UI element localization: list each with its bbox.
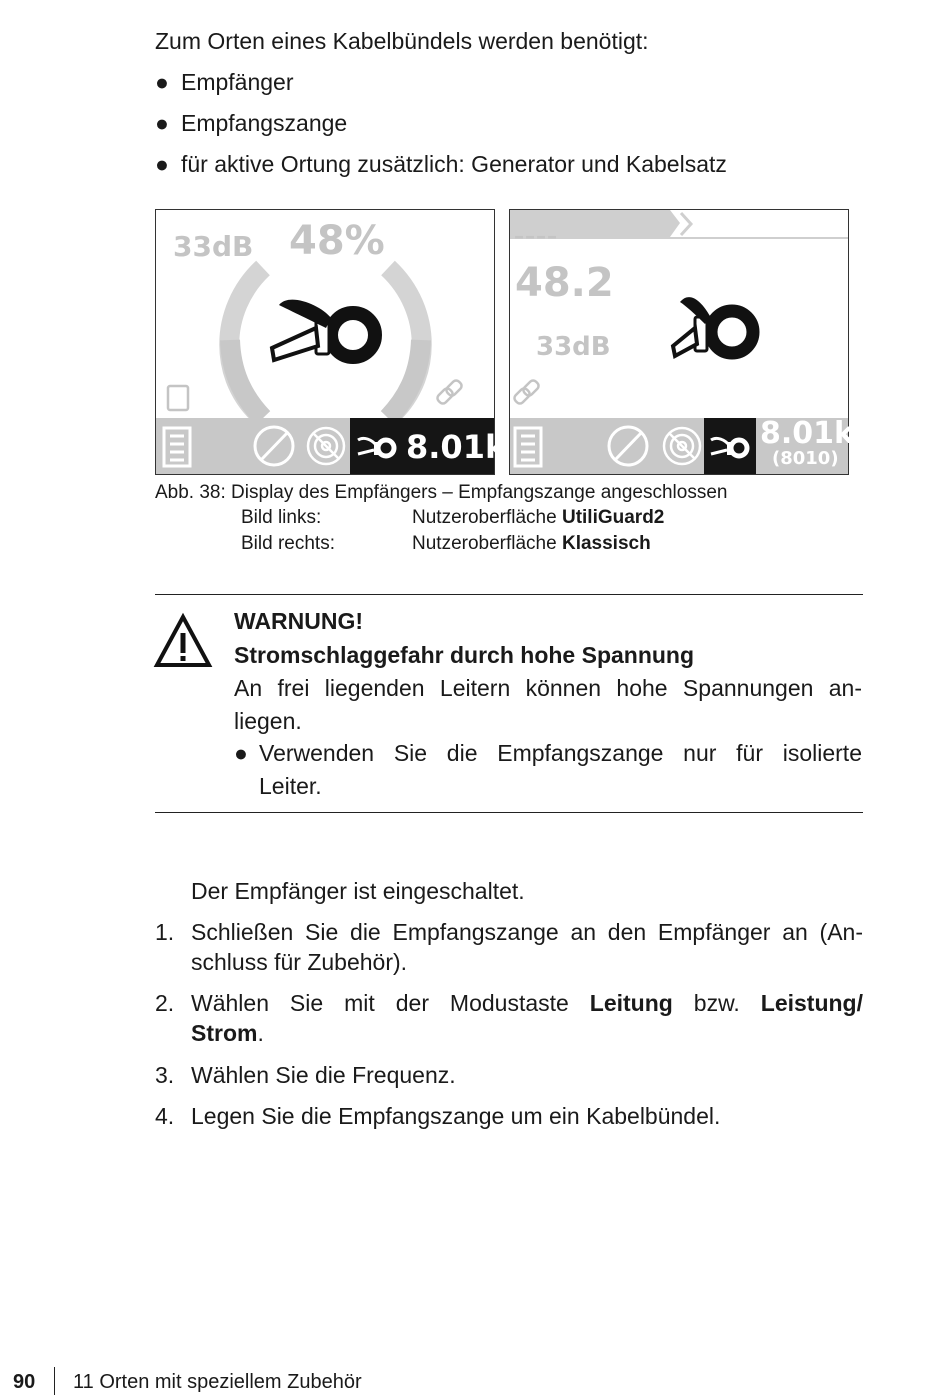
divider: [155, 594, 863, 595]
percent-readout: 48%: [289, 218, 385, 264]
mute-icon: [255, 427, 293, 465]
db-readout: 33dB: [536, 332, 611, 362]
caption-right-text: Nutzeroberfläche Klassisch: [412, 533, 651, 554]
value-readout: 48.2: [515, 260, 614, 306]
warning-triangle-icon: [154, 614, 212, 668]
list-item: ● Empfänger: [155, 69, 294, 95]
step-2: 2. Wählen Sie mit der Modustaste Leitung bzw. Leistung/ Strom.: [155, 990, 863, 1046]
warning-text-line1: An frei liegenden Leitern können hohe Spannungen an-: [234, 675, 862, 701]
dashes: ––––: [514, 224, 558, 248]
display-klassisch: [509, 209, 854, 475]
mute-icon: [609, 427, 647, 465]
step-1: 1. Schließen Sie die Empfangszange an den Empfänger an (An- schluss für Zubehör).: [155, 919, 863, 975]
precondition: Der Empfänger ist eingeschaltet.: [191, 878, 525, 904]
clamp-icon: [673, 297, 753, 356]
caption-left-label: Bild links:: [241, 507, 322, 528]
mode-indicator: [350, 418, 403, 474]
figure-caption: Abb. 38: Display des Empfängers – Empfangszange angeschlossen: [155, 482, 728, 503]
mode-indicator: [704, 418, 756, 474]
battery-icon: [164, 428, 190, 466]
warning-title: WARNUNG!: [234, 608, 364, 634]
status-bar: [156, 418, 507, 474]
warning-subtitle: Stromschlaggefahr durch hohe Spannung: [234, 642, 695, 668]
target-icon: [308, 428, 344, 464]
caption-right-label: Bild rechts:: [241, 533, 335, 554]
list-item: ● Empfangszange: [155, 110, 348, 136]
step-3: 3. Wählen Sie die Frequenz.: [155, 1062, 456, 1088]
warning-bullet-line2: Leiter.: [259, 773, 322, 799]
page-number: 90: [13, 1371, 36, 1393]
frequency-sub: (8010): [772, 448, 839, 469]
battery-icon: [515, 428, 541, 466]
link-icon: [513, 379, 540, 405]
frequency-readout: 8.01k: [406, 428, 507, 466]
display-utiliguard2: [155, 209, 507, 475]
clamp-mini-icon: [350, 418, 403, 474]
list-item: ● für aktive Ortung zusätzlich: Generator und Kabelsatz: [155, 151, 727, 177]
bullet-icon: ●: [234, 740, 248, 766]
intro-heading: Zum Orten eines Kabelbündels werden benötigt:: [155, 28, 649, 54]
footer-divider: [54, 1367, 55, 1395]
frequency-readout: 8.01k: [760, 416, 854, 451]
target-icon: [664, 428, 700, 464]
warning-text-line2: liegen.: [234, 708, 302, 734]
step-4: 4. Legen Sie die Empfangszange um ein Kabelbündel.: [155, 1103, 721, 1129]
bullet-icon: ●: [155, 151, 169, 177]
chevron-right-icon: [681, 213, 691, 235]
link-icon: [436, 379, 463, 405]
db-readout: 33dB: [173, 230, 254, 263]
clamp-icon: [272, 300, 375, 360]
chapter-title: 11 Orten mit speziellem Zubehör: [73, 1371, 362, 1393]
divider: [155, 812, 863, 813]
status-bar: [510, 416, 854, 474]
clipboard-icon: [168, 386, 188, 410]
caption-left-text: Nutzeroberfläche UtiliGuard2: [412, 507, 665, 528]
warning-bullet-line1: Verwenden Sie die Empfangszange nur für isolierte: [259, 740, 862, 766]
clamp-mini-icon: [704, 418, 756, 474]
bullet-icon: ●: [155, 69, 169, 95]
bullet-icon: ●: [155, 110, 169, 136]
